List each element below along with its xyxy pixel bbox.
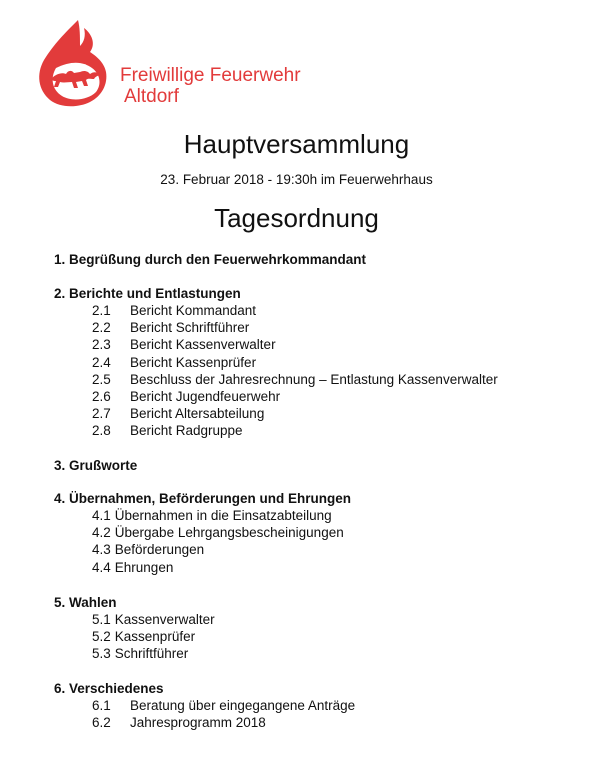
list-item <box>54 541 594 558</box>
item-text: Jahresprogramm 2018 <box>130 715 266 731</box>
agenda-section-6 <box>54 680 594 731</box>
agenda-section-4 <box>54 490 594 576</box>
item-text: Beratung über eingegangene Anträge <box>130 698 356 713</box>
list-item <box>54 559 594 576</box>
list-item <box>54 371 594 388</box>
item-number: 2.1 <box>92 303 111 318</box>
section-heading: 2. Berichte und Entlastungen <box>54 286 241 301</box>
item-number: 4.2 <box>92 525 111 541</box>
list-item <box>54 336 594 353</box>
section-item-list <box>54 611 594 663</box>
item-text: Übernahmen in die Einsatzabteilung <box>114 508 332 523</box>
agenda-section-2 <box>54 285 594 440</box>
list-item <box>54 697 594 714</box>
list-item <box>54 405 594 422</box>
item-text: Bericht Kassenverwalter <box>130 337 276 353</box>
flame-lion-logo-icon <box>34 16 114 108</box>
item-number: 6.2 <box>92 715 111 731</box>
item-number: 2.6 <box>92 388 111 404</box>
list-item <box>54 354 594 371</box>
item-text: Bericht Kassenprüfer <box>130 354 257 370</box>
organization-name-line1: Freiwillige Feuerwehr <box>120 65 301 86</box>
item-number: 4.1 <box>92 508 111 523</box>
item-text: Kassenprüfer <box>114 629 196 645</box>
section-heading: 6. Verschiedenes <box>54 681 164 696</box>
list-item <box>54 319 594 336</box>
agenda-heading: Tagesordnung <box>214 203 379 233</box>
item-text: Bericht Schriftführer <box>130 320 250 336</box>
item-number: 4.3 <box>92 542 111 558</box>
section-heading: 3. Grußworte <box>54 458 138 473</box>
item-number: 2.7 <box>92 406 111 422</box>
section-item-list <box>54 507 594 576</box>
item-text: Bericht Altersabteilung <box>130 406 265 422</box>
item-number: 6.1 <box>92 698 111 713</box>
organization-name <box>120 65 301 107</box>
item-number: 5.3 <box>92 646 111 662</box>
item-number: 5.2 <box>92 629 111 645</box>
item-text: Bericht Kommandant <box>130 303 257 318</box>
item-text: Übergabe Lehrgangsbescheinigungen <box>114 525 344 541</box>
list-item <box>54 422 594 439</box>
agenda-section-3 <box>54 457 594 474</box>
list-item <box>54 524 594 541</box>
item-number: 2.5 <box>92 371 111 387</box>
item-number: 2.8 <box>92 423 111 439</box>
item-number: 4.4 <box>92 559 111 575</box>
item-text: Ehrungen <box>114 559 174 575</box>
section-heading: 1. Begrüßung durch den Feuerwehrkommandant <box>54 252 367 267</box>
item-text: Beschluss der Jahresrechnung – Entlastung Kassenverwalter <box>130 371 498 387</box>
item-number: 5.1 <box>92 612 111 627</box>
list-item <box>54 611 594 628</box>
agenda-section-5 <box>54 594 594 663</box>
page-title: Hauptversammlung <box>183 129 410 159</box>
item-number: 2.3 <box>92 337 111 353</box>
agenda-section-1 <box>54 251 594 268</box>
section-heading: 5. Wahlen <box>54 595 117 610</box>
section-heading: 4. Übernahmen, Beförderungen und Ehrungen <box>54 491 352 506</box>
organization-name-line2: Altdorf <box>124 86 179 107</box>
item-text: Bericht Jugendfeuerwehr <box>130 388 281 404</box>
list-item <box>54 507 594 524</box>
list-item <box>54 628 594 645</box>
item-number: 2.2 <box>92 320 111 336</box>
list-item <box>54 645 594 662</box>
list-item <box>54 302 594 319</box>
meeting-date-location: 23. Februar 2018 - 19:30h im Feuerwehrhaus <box>160 172 433 187</box>
item-text: Bericht Radgruppe <box>130 423 243 439</box>
list-item <box>54 388 594 405</box>
list-item <box>54 714 594 731</box>
section-item-list <box>54 302 594 440</box>
item-text: Kassenverwalter <box>114 612 215 627</box>
item-number: 2.4 <box>92 354 111 370</box>
item-text: Beförderungen <box>114 542 205 558</box>
item-text: Schriftführer <box>114 646 189 662</box>
section-item-list <box>54 697 594 731</box>
